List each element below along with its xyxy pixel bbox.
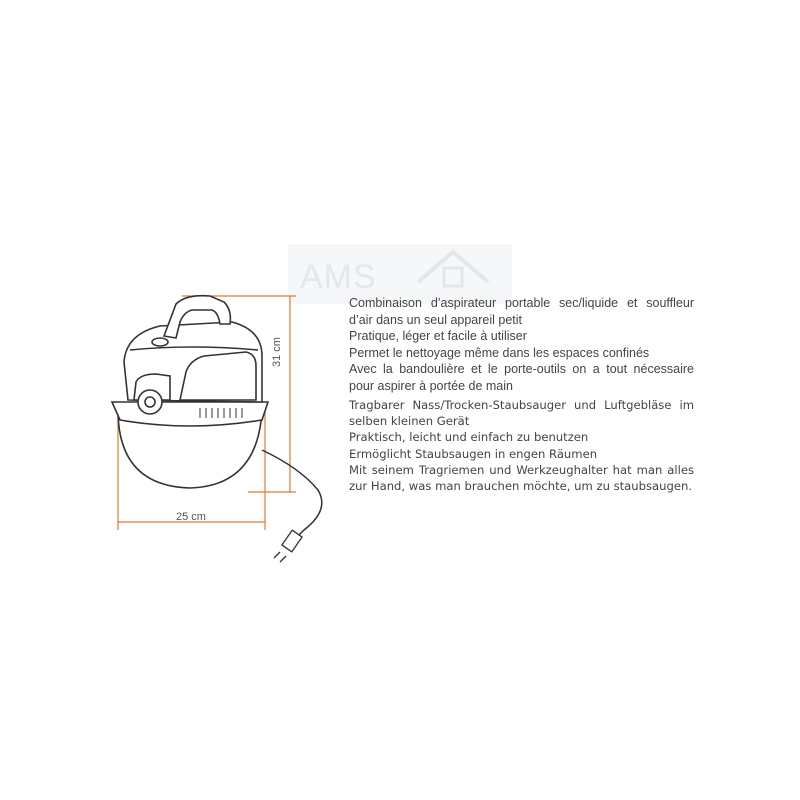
vacuum-body — [112, 296, 268, 488]
de-line-3: Ermöglicht Staubsaugen in engen Räumen — [349, 446, 598, 461]
french-description — [349, 295, 694, 394]
german-description — [349, 397, 694, 494]
watermark-text: AMS — [300, 258, 377, 296]
de-line-1: Tragbarer Nass/Trocken-Staubsauger und Luftgebläse im selben kleinen Gerät — [349, 398, 694, 429]
fr-line-2: Pratique, léger et facile à utiliser — [349, 329, 527, 343]
fr-line-4: Avec la bandoulière et le porte-outils on a tout nécessaire pour aspirer à portée de main — [349, 362, 694, 393]
plug-icon — [274, 530, 302, 562]
de-line-2: Praktisch, leicht und einfach zu benutzen — [349, 430, 589, 445]
fr-line-3: Permet le nettoyage même dans les espaces confinés — [349, 345, 650, 360]
fr-line-1: Combinaison d’aspirateur portable sec/liquide et souffleur d’air dans un seul appareil petit — [349, 296, 694, 327]
width-dimension-label: 25 cm — [176, 511, 206, 523]
power-cord — [262, 450, 322, 538]
height-dimension-label: 31 cm — [271, 337, 283, 367]
de-line-4: Mit seinem Tragriemen und Werkzeughalter hat man alles zur Hand, was man brauchen möchte, um zu staubsaugen. — [349, 462, 694, 494]
